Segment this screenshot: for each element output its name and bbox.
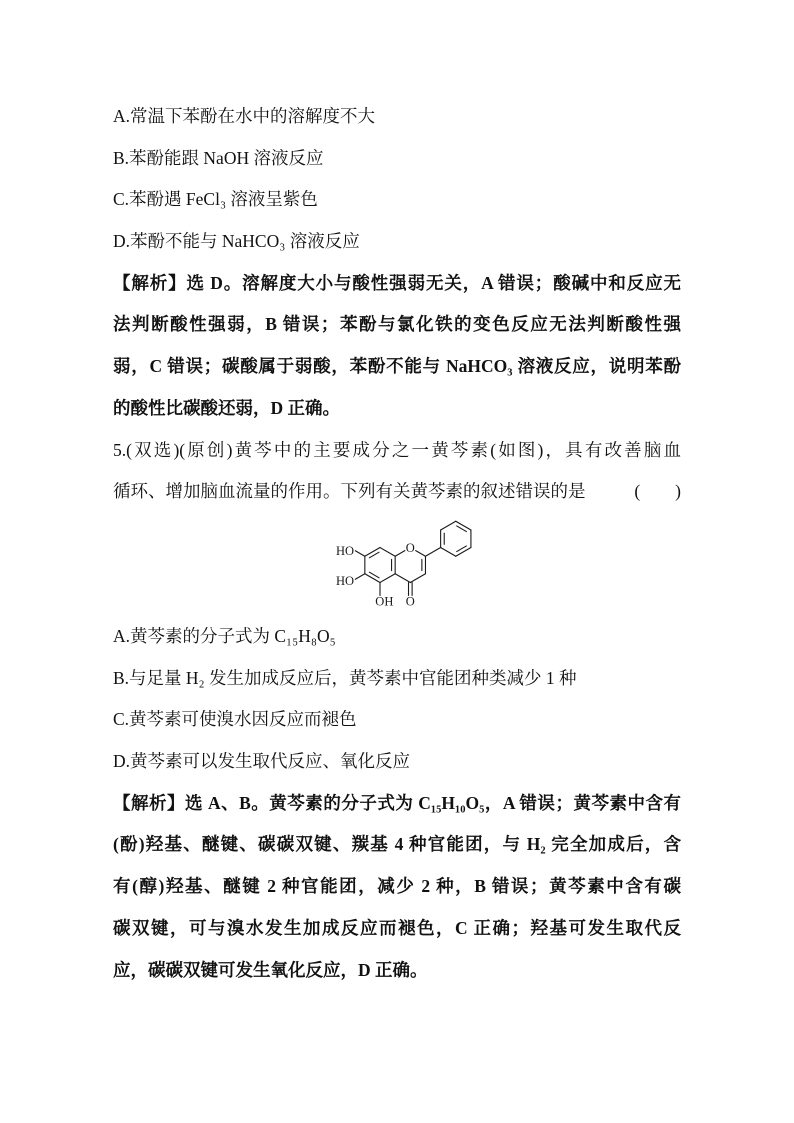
- ring-a-bond: [380, 548, 395, 557]
- ring-c-bond: [410, 574, 425, 583]
- phenyl-bond: [441, 521, 456, 530]
- hydroxyl-label-lower: HO: [335, 574, 354, 588]
- q4-analysis-line-1: [113, 263, 681, 305]
- q4-analysis-line-2: 法判断酸性强弱，B 错误；苯酚与氯化铁的变色反应无法判断酸性强: [113, 314, 681, 335]
- q5-analysis-line-5: 应，碳碳双键可发生氧化反应，D 正确。: [113, 959, 428, 980]
- question-4-tail: [113, 96, 681, 513]
- q5-option-c: C.黄芩素可使溴水因反应而褪色: [113, 709, 357, 730]
- q4-analysis-line-4: 的酸性比碳酸还弱，D 正确。: [113, 397, 341, 418]
- ring-a-bond: [365, 574, 380, 583]
- q5-analysis-line-3: 有(醇)羟基、醚键 2 种官能团，减少 2 种，B 错误；黄芩素中含有碳: [113, 876, 681, 897]
- q4-option-a: A.常温下苯酚在水中的溶解度不大: [113, 106, 376, 126]
- question-5-options: [113, 616, 681, 991]
- q5-analysis-line-2: (酚)羟基、醚键、碳碳双键、羰基 4 种官能团，与 H₂ 完全加成后，含: [113, 834, 681, 855]
- answer-bracket: ( ): [634, 481, 681, 502]
- q4-option-d: D.苯酚不能与 NaHCO₃ 溶液反应: [113, 231, 360, 252]
- ring-a-bond: [380, 574, 395, 583]
- ring-c-bond: [395, 574, 410, 583]
- hydroxyl-bond-lower: [355, 574, 365, 580]
- phenyl-bond: [456, 521, 471, 530]
- hydroxyl-label-upper: HO: [335, 544, 354, 558]
- phenyl-bond: [456, 548, 471, 557]
- q4-option-c: C.苯酚遇 FeCl₃ 溶液呈紫色: [113, 189, 318, 210]
- baicalein-structure: [320, 505, 490, 620]
- ring-oxygen-label: O: [405, 541, 415, 555]
- hydroxyl-label-bottom: OH: [375, 594, 394, 609]
- q4-option-b: B.苯酚能跟 NaOH 溶液反应: [113, 147, 324, 168]
- q5-analysis-label: 【解析】: [113, 792, 186, 813]
- hydroxyl-bond-upper: [355, 551, 365, 557]
- q5-stem-text-2: 循环、增加脑血流量的作用。下列有关黄芩素的叙述错误的是: [113, 481, 586, 502]
- q5-option-b: B.与足量 H₂ 发生加成反应后，黄芩素中官能团种类减少 1 种: [113, 667, 577, 688]
- phenyl-bond: [441, 548, 456, 557]
- structure-bonds: [355, 521, 471, 595]
- q4-analysis-text-1: 选 D。溶解度大小与酸性强弱无关，A 错误；酸碱中和反应无: [186, 272, 681, 293]
- phenyl-link-bond: [425, 548, 440, 557]
- q5-option-d: D.黄芩素可以发生取代反应、氧化反应: [113, 751, 411, 772]
- q5-stem-line-1: 5.(双选)(原创)黄芩中的主要成分之一黄芩素(如图)，具有改善脑血: [113, 439, 681, 460]
- q5-analysis-line-4: 碳双键，可与溴水发生加成反应而褪色，C 正确；羟基可发生取代反: [113, 917, 681, 938]
- q5-analysis-text-1: 选 A、B。黄芩素的分子式为 C₁₅H₁₀O₅，A 错误；黄芩素中含有: [185, 792, 681, 813]
- q4-analysis-line-3: 弱，C 错误；碳酸属于弱酸，苯酚不能与 NaHCO₃ 溶液反应，说明苯酚: [113, 356, 681, 377]
- q4-analysis-label: 【解析】: [113, 272, 187, 293]
- carbonyl-oxygen-label: O: [405, 594, 415, 609]
- ring-a-bond: [365, 548, 380, 557]
- q5-analysis-line-1: [113, 783, 681, 825]
- q5-option-a: A.黄芩素的分子式为 C₁₅H₈O₅: [113, 626, 336, 646]
